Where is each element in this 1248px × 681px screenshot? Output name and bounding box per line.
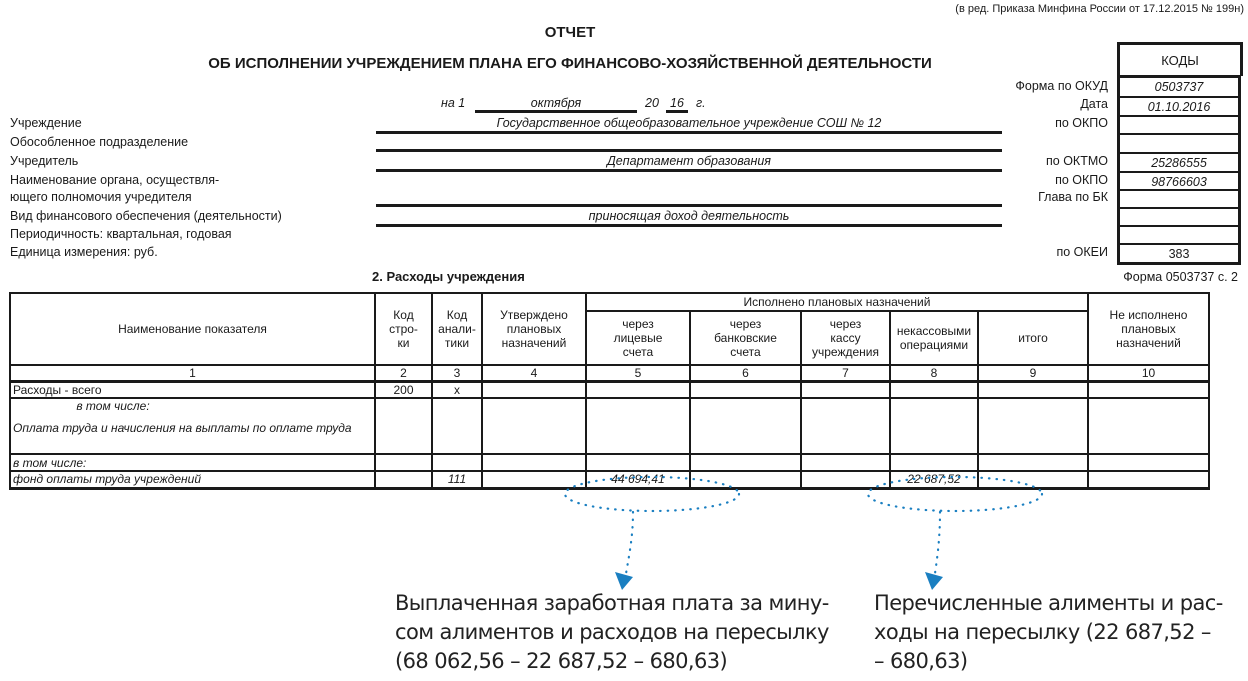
code-date: 01.10.2016 <box>1120 96 1238 116</box>
report-title: ОТЧЕТ <box>544 24 596 41</box>
annotation-alimony: Перечисленные алименты и рас- ходы на пересылку (22 687,52 – – 680,63) <box>874 591 1223 673</box>
value-founder: Департамент образования <box>607 154 771 168</box>
header-analytics-code: Код анали- тики <box>432 293 482 365</box>
col-number: 1 <box>10 365 375 382</box>
row-name: в том числе: Оплата труда и начисления на выплаты по оплате труда <box>10 398 375 454</box>
label-subdivision: Обособленное подразделение <box>10 135 189 149</box>
code-okpo-2: 98766603 <box>1120 171 1238 191</box>
code-label-oktmo: по ОКТМО <box>1046 154 1108 168</box>
col-number: 9 <box>978 365 1088 382</box>
highlight-ellipse-right <box>868 477 1042 511</box>
cell-non-cash-value: 22 687,52 <box>890 471 978 488</box>
header-total: итого <box>978 311 1088 365</box>
header-executed-group: Исполнено плановых назначений <box>586 293 1088 311</box>
header-not-executed: Не исполнено плановых назначений <box>1088 293 1209 365</box>
callout-line-left <box>625 512 633 580</box>
row-line-code: 200 <box>375 382 432 399</box>
form-page: Форма 0503737 с. 2 <box>1123 270 1238 284</box>
col-number: 10 <box>1088 365 1209 382</box>
code-label-okpo-2: по ОКПО <box>1055 173 1108 187</box>
col-number: 7 <box>801 365 890 382</box>
col-number: 2 <box>375 365 432 382</box>
highlight-ellipse-left <box>565 477 739 511</box>
label-authority-2: ющего полномочия учредителя <box>10 190 192 204</box>
header-non-cash: некассовыми операциями <box>890 311 978 365</box>
value-institution: Государственное общеобразовательное учреждение СОШ № 12 <box>496 116 882 130</box>
report-subtitle: ОБ ИСПОЛНЕНИИ УЧРЕЖДЕНИЕМ ПЛАНА ЕГО ФИНАНСОВО-ХОЗЯЙСТВЕННОЙ ДЕЯТЕЛЬНОСТИ <box>208 55 932 72</box>
header-bank-accounts: через банковские счета <box>690 311 801 365</box>
col-number: 5 <box>586 365 690 382</box>
col-number: 8 <box>890 365 978 382</box>
value-finance-type: приносящая доход деятельность <box>588 209 790 223</box>
section-title: 2. Расходы учреждения <box>372 269 525 284</box>
annotation-salary: Выплаченная заработная плата за мину- сом алиментов и расходов на пересылку (68 062,56 – 22 687,52 – 680,63) <box>395 591 829 673</box>
code-oktmo: 25286555 <box>1120 152 1238 172</box>
label-authority-1: Наименование органа, осуществля- <box>10 173 220 187</box>
edition-note: (в ред. Приказа Минфина России от 17.12.2015 № 199н) <box>955 3 1244 15</box>
row-name: в том числе: <box>10 454 375 471</box>
label-unit: Единица измерения: руб. <box>10 245 158 259</box>
code-label-glava-bk: Глава по БК <box>1038 190 1108 204</box>
arrow-head-left <box>615 572 633 590</box>
callout-line-right <box>934 512 940 580</box>
cell-personal-accounts-value: 44 694,41 <box>586 471 690 488</box>
header-name: Наименование показателя <box>10 293 375 365</box>
date-suffix: г. <box>696 96 706 110</box>
code-label-okei: по ОКЕИ <box>1056 245 1108 259</box>
codes-header: КОДЫ <box>1117 42 1243 76</box>
header-approved: Утверждено плановых назначений <box>482 293 586 365</box>
row-analytics-code: x <box>432 382 482 399</box>
header-cash-desk: через кассу учреждения <box>801 311 890 365</box>
row-name: Расходы - всего <box>10 382 375 399</box>
date-year: 16 <box>670 96 684 110</box>
code-label-okud: Форма по ОКУД <box>1015 79 1108 93</box>
code-label-date: Дата <box>1080 97 1108 111</box>
col-number: 3 <box>432 365 482 382</box>
label-finance-type: Вид финансового обеспечения (деятельности) <box>10 209 282 223</box>
code-label-okpo: по ОКПО <box>1055 116 1108 130</box>
code-okei: 383 <box>1120 243 1238 263</box>
date-month: октября <box>530 96 582 110</box>
label-institution: Учреждение <box>10 116 82 130</box>
code-okud: 0503737 <box>1154 80 1204 94</box>
row-name: фонд оплаты труда учреждений <box>10 471 375 488</box>
label-periodicity: Периодичность: квартальная, годовая <box>10 227 232 241</box>
row-analytics-code: 111 <box>432 471 482 488</box>
header-personal-accounts: через лицевые счета <box>586 311 690 365</box>
header-line-code: Код стро- ки <box>375 293 432 365</box>
date-century: 20 <box>645 96 659 110</box>
col-number: 6 <box>690 365 801 382</box>
arrow-head-right <box>925 572 943 590</box>
label-founder: Учредитель <box>10 154 79 168</box>
date-prefix: на 1 <box>441 96 466 110</box>
col-number: 4 <box>482 365 586 382</box>
